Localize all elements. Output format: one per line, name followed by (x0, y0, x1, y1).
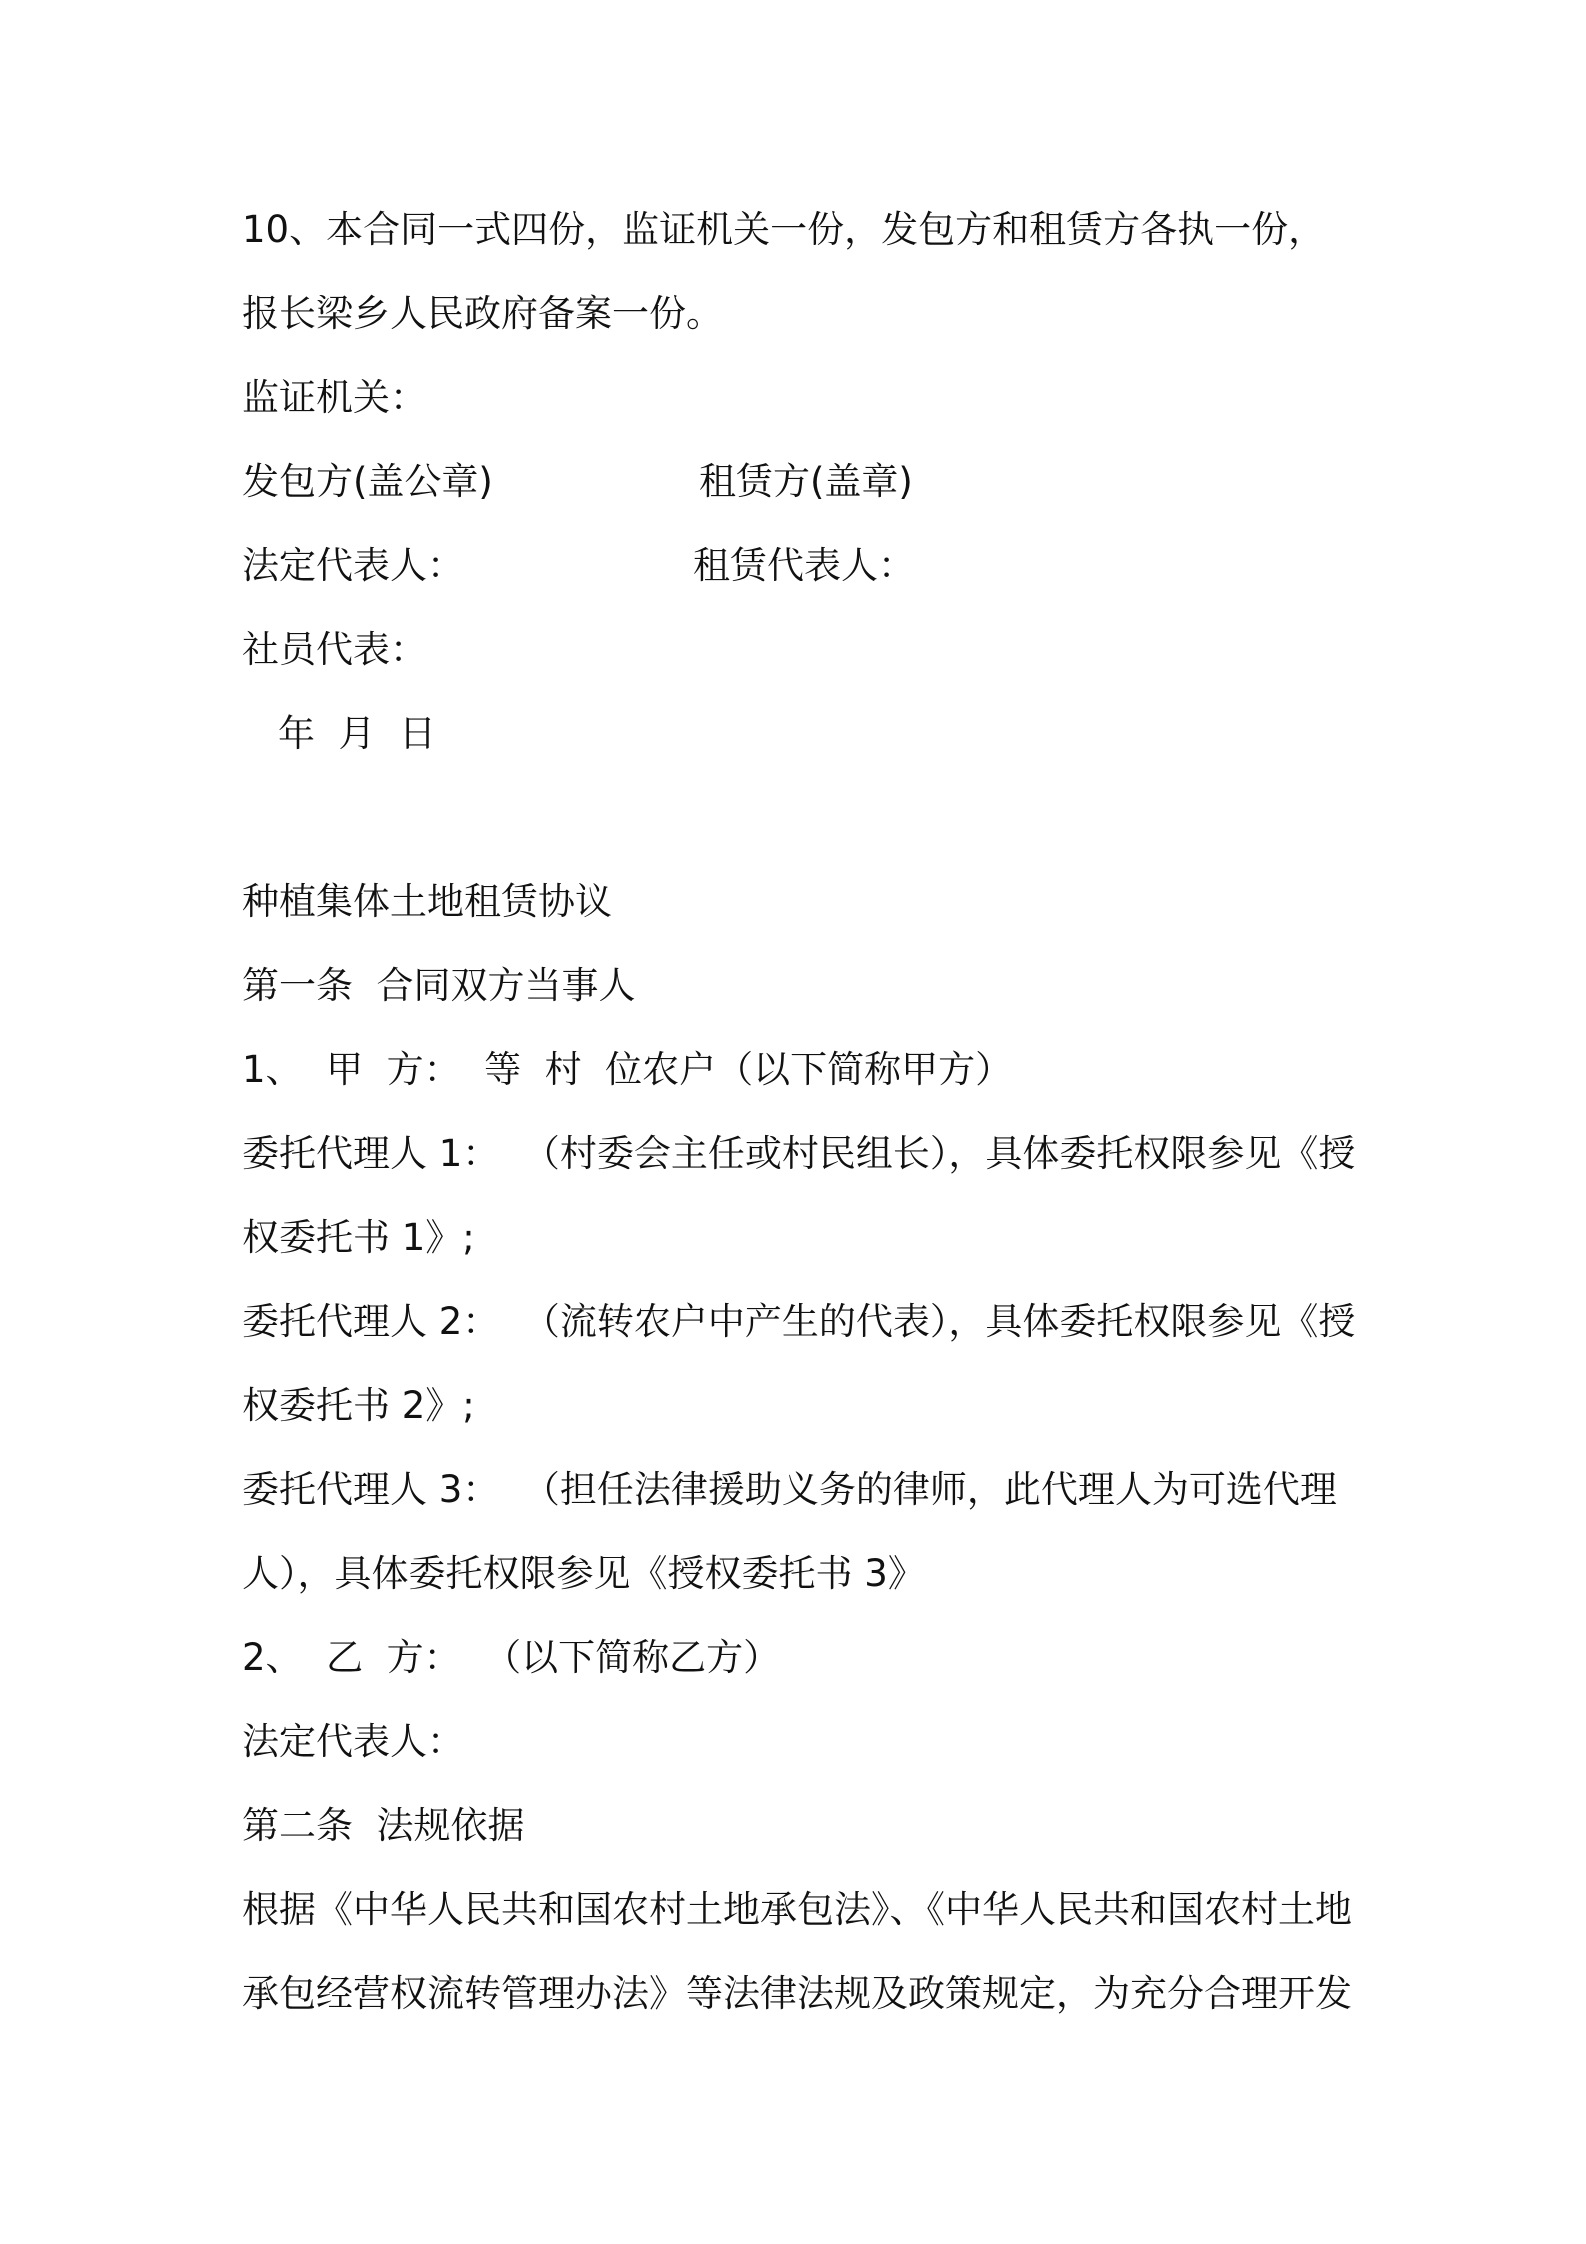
party-b-legal-rep: 法定代表人： (242, 1720, 464, 1763)
agreement-title: 种植集体土地租赁协议 (242, 880, 612, 923)
article-2-heading: 第二条 法规依据 (242, 1804, 525, 1847)
party-a-line: 1、 甲 方： 等 村 位农户（以下简称甲方） (242, 1048, 1013, 1091)
article-1-heading: 第一条 合同双方当事人 (242, 964, 636, 1007)
agent-1-line-cont: 权委托书 1》; (242, 1216, 475, 1259)
text-line-2: 报长梁乡人民政府备案一份。 (242, 292, 723, 335)
agent-2-line: 委托代理人 2： （流转农户中产生的代表），具体委托权限参见《授 (242, 1300, 1356, 1343)
lessee-seal-label: 租赁方(盖章) (699, 460, 913, 503)
legal-basis-line-2: 承包经营权流转管理办法》等法律法规及政策规定，为充分合理开发 (242, 1972, 1352, 2015)
legal-basis-line-1: 根据《中华人民共和国农村土地承包法》、《中华人民共和国农村土地 (242, 1888, 1352, 1931)
signature-row-seal (242, 457, 913, 507)
legal-rep-label: 法定代表人： (242, 544, 464, 587)
signature-row-rep (242, 541, 915, 591)
date-line: 年 月 日 (278, 712, 437, 755)
agent-3-line-cont: 人），具体委托权限参见《授权委托书 3》 (242, 1552, 925, 1595)
member-rep-label: 社员代表： (242, 628, 427, 671)
agent-1-line: 委托代理人 1： （村委会主任或村民组长），具体委托权限参见《授 (242, 1132, 1356, 1175)
employer-seal-label: 发包方(盖公章) (242, 460, 493, 503)
text-line-1: 10、本合同一式四份，监证机关一份，发包方和租赁方各执一份， (242, 208, 1326, 251)
party-b-line: 2、 乙 方： （以下简称乙方） (242, 1636, 781, 1679)
supervisor-label: 监证机关： (242, 376, 427, 419)
agent-2-line-cont: 权委托书 2》; (242, 1384, 475, 1427)
agent-3-line: 委托代理人 3： （担任法律援助义务的律师，此代理人为可选代理 (242, 1468, 1337, 1511)
lessee-rep-label: 租赁代表人： (693, 544, 915, 587)
